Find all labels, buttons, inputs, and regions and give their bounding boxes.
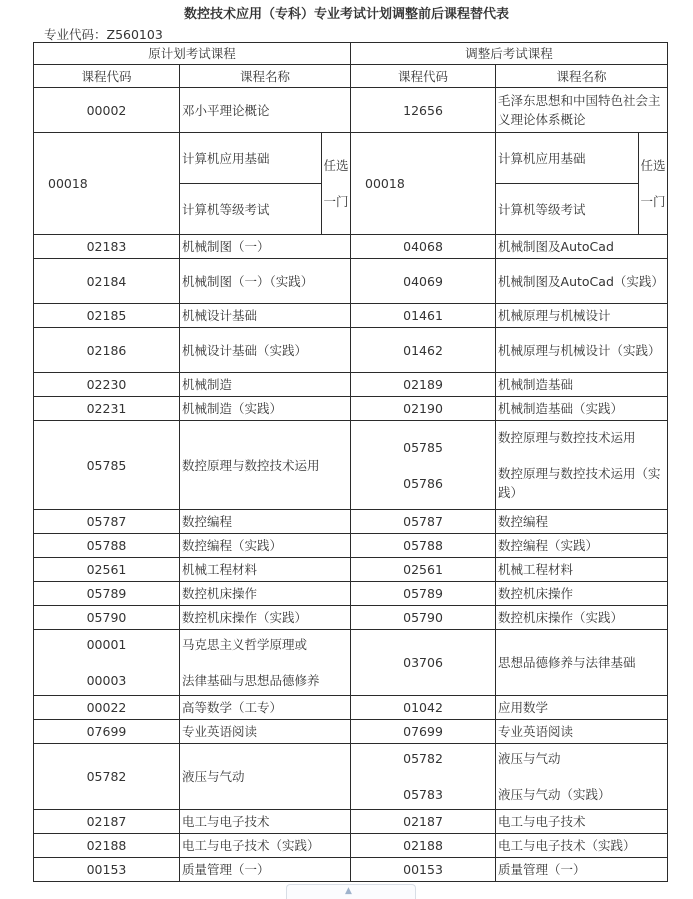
table-row (34, 397, 668, 421)
table-row (34, 606, 668, 630)
orig-name-cell: 数控机床操作（实践） (180, 606, 351, 630)
new-name-cell: 数控机床操作（实践） (496, 606, 668, 630)
table-row (34, 534, 668, 558)
new-code-b: 05783 (403, 787, 443, 802)
collapse-tab[interactable] (286, 884, 416, 899)
new-name-cell: 应用数学 (496, 696, 668, 720)
orig-name-cell: 机械制造（实践） (180, 397, 351, 421)
new-code-cell: 00018 (351, 133, 496, 235)
orig-name-cell: 高等数学（工专） (180, 696, 351, 720)
header-orig-name: 课程名称 (180, 65, 351, 88)
new-code-cell: 00153 (351, 858, 496, 882)
new-name-cell: 机械原理与机械设计 (496, 304, 668, 328)
orig-code-cell: 05790 (34, 606, 180, 630)
table-row (34, 834, 668, 858)
orig-name-a: 马克思主义哲学原理或 (182, 637, 308, 652)
new-code-cell: 05787 (351, 510, 496, 534)
orig-name-cell: 电工与电子技术（实践） (180, 834, 351, 858)
new-code-a: 05782 (403, 751, 443, 766)
orig-name-cell: 机械工程材料 (180, 558, 351, 582)
new-code-a: 05785 (403, 439, 443, 455)
new-name-cell: 电工与电子技术 (496, 810, 668, 834)
new-code-cell: 03706 (351, 630, 496, 696)
new-name-b: 数控原理与数控技术运用（实践） (498, 466, 661, 500)
orig-name-cell: 机械制图（一） (180, 235, 351, 259)
table-row (34, 744, 668, 810)
table-row (34, 328, 668, 373)
new-code-cell: 05788 (351, 534, 496, 558)
new-code-cell: 04068 (351, 235, 496, 259)
header-row-columns (34, 65, 668, 88)
header-row-groups (34, 43, 668, 65)
new-name-cell: 数控编程（实践） (496, 534, 668, 558)
new-code-cell (351, 421, 496, 510)
orig-name-cell: 计算机等级考试 (180, 184, 322, 235)
new-code-cell: 05789 (351, 582, 496, 606)
chevron-up-icon: ▲ (345, 886, 352, 896)
new-name-cell (496, 421, 668, 510)
table-row (34, 810, 668, 834)
new-code-cell: 01042 (351, 696, 496, 720)
table-row (34, 858, 668, 882)
orig-code-cell: 02561 (34, 558, 180, 582)
orig-name-cell: 机械设计基础 (180, 304, 351, 328)
orig-name-cell: 数控编程 (180, 510, 351, 534)
orig-code-cell: 02185 (34, 304, 180, 328)
new-name-cell: 专业英语阅读 (496, 720, 668, 744)
table-row (34, 720, 668, 744)
new-name-cell: 机械工程材料 (496, 558, 668, 582)
orig-code-b: 00003 (86, 673, 127, 688)
header-new-name: 课程名称 (496, 65, 668, 88)
orig-name-cell: 数控编程（实践） (180, 534, 351, 558)
table-row (34, 558, 668, 582)
orig-code-cell: 02230 (34, 373, 180, 397)
orig-code-cell: 02187 (34, 810, 180, 834)
orig-code-cell: 02231 (34, 397, 180, 421)
table-row (34, 235, 668, 259)
orig-code-a: 00001 (86, 637, 127, 652)
orig-code-cell: 02188 (34, 834, 180, 858)
note-top-text: 任选 (640, 157, 666, 173)
orig-code-cell: 07699 (34, 720, 180, 744)
orig-code-cell: 00002 (34, 88, 180, 133)
note-bottom-text: 一门 (640, 193, 666, 209)
table-row (34, 582, 668, 606)
table-row (34, 510, 668, 534)
new-name-cell: 数控编程 (496, 510, 668, 534)
orig-name-cell: 机械设计基础（实践） (180, 328, 351, 373)
note-top-text: 任选 (323, 157, 349, 173)
new-name-cell: 机械原理与机械设计（实践） (496, 328, 668, 373)
table-row (34, 88, 668, 133)
table-row (34, 373, 668, 397)
page-title: 数控技术应用（专科）专业考试计划调整前后课程替代表 (183, 7, 509, 22)
orig-code-cell: 05789 (34, 582, 180, 606)
orig-code-cell: 00018 (34, 133, 180, 235)
new-code-cell (351, 744, 496, 810)
table-row (34, 133, 668, 184)
new-name-cell: 机械制造基础（实践） (496, 397, 668, 421)
orig-code-cell: 05787 (34, 510, 180, 534)
new-name-cell: 计算机等级考试 (496, 184, 639, 235)
table-row (34, 630, 668, 696)
new-code-cell: 02189 (351, 373, 496, 397)
new-optional-note (639, 133, 668, 235)
new-code-b: 05786 (403, 475, 443, 491)
new-name-cell: 计算机应用基础 (496, 133, 639, 184)
new-name-b: 液压与气动（实践） (498, 787, 611, 802)
orig-code-cell: 02186 (34, 328, 180, 373)
note-bottom-text: 一门 (323, 193, 349, 209)
new-code-cell: 05790 (351, 606, 496, 630)
orig-code-cell: 05785 (34, 421, 180, 510)
new-name-cell: 机械制造基础 (496, 373, 668, 397)
orig-code-cell: 00022 (34, 696, 180, 720)
orig-name-cell: 质量管理（一） (180, 858, 351, 882)
table-row (34, 421, 668, 510)
new-name-cell: 数控机床操作 (496, 582, 668, 606)
new-name-cell (496, 744, 668, 810)
table-row (34, 696, 668, 720)
orig-name-cell: 机械制造 (180, 373, 351, 397)
new-name-a: 液压与气动 (498, 751, 561, 766)
orig-name-cell (180, 630, 351, 696)
new-code-cell: 04069 (351, 259, 496, 304)
new-code-cell: 02188 (351, 834, 496, 858)
course-replacement-table (33, 42, 668, 882)
new-name-cell: 电工与电子技术（实践） (496, 834, 668, 858)
new-code-cell: 02190 (351, 397, 496, 421)
major-code: 专业代码：Z560103 (44, 27, 163, 42)
header-new-code: 课程代码 (351, 65, 496, 88)
new-code-cell: 01461 (351, 304, 496, 328)
orig-name-cell: 邓小平理论概论 (180, 88, 351, 133)
orig-name-cell: 机械制图（一）（实践） (180, 259, 351, 304)
orig-name-cell: 计算机应用基础 (180, 133, 322, 184)
new-name-cell: 机械制图及AutoCad（实践） (496, 259, 668, 304)
orig-code-cell: 02183 (34, 235, 180, 259)
orig-name-cell: 数控机床操作 (180, 582, 351, 606)
orig-name-cell: 液压与气动 (180, 744, 351, 810)
header-adjusted-plan: 调整后考试课程 (351, 43, 668, 65)
orig-code-cell (34, 630, 180, 696)
new-code-cell: 12656 (351, 88, 496, 133)
table-row (34, 259, 668, 304)
orig-code-cell: 00153 (34, 858, 180, 882)
new-code-cell: 07699 (351, 720, 496, 744)
header-orig-code: 课程代码 (34, 65, 180, 88)
orig-name-cell: 数控原理与数控技术运用 (180, 421, 351, 510)
new-code-cell: 02561 (351, 558, 496, 582)
orig-optional-note (322, 133, 351, 235)
orig-code-cell: 02184 (34, 259, 180, 304)
new-name-cell: 机械制图及AutoCad (496, 235, 668, 259)
new-code-cell: 01462 (351, 328, 496, 373)
header-original-plan: 原计划考试课程 (34, 43, 351, 65)
new-name-cell: 思想品德修养与法律基础 (496, 630, 668, 696)
table-row (34, 304, 668, 328)
new-name-cell: 毛泽东思想和中国特色社会主义理论体系概论 (496, 88, 668, 133)
orig-code-cell: 05782 (34, 744, 180, 810)
new-name-a: 数控原理与数控技术运用 (498, 430, 636, 445)
orig-code-cell: 05788 (34, 534, 180, 558)
orig-name-cell: 专业英语阅读 (180, 720, 351, 744)
orig-name-cell: 电工与电子技术 (180, 810, 351, 834)
new-code-cell: 02187 (351, 810, 496, 834)
orig-name-b: 法律基础与思想品德修养 (182, 673, 320, 688)
new-name-cell: 质量管理（一） (496, 858, 668, 882)
